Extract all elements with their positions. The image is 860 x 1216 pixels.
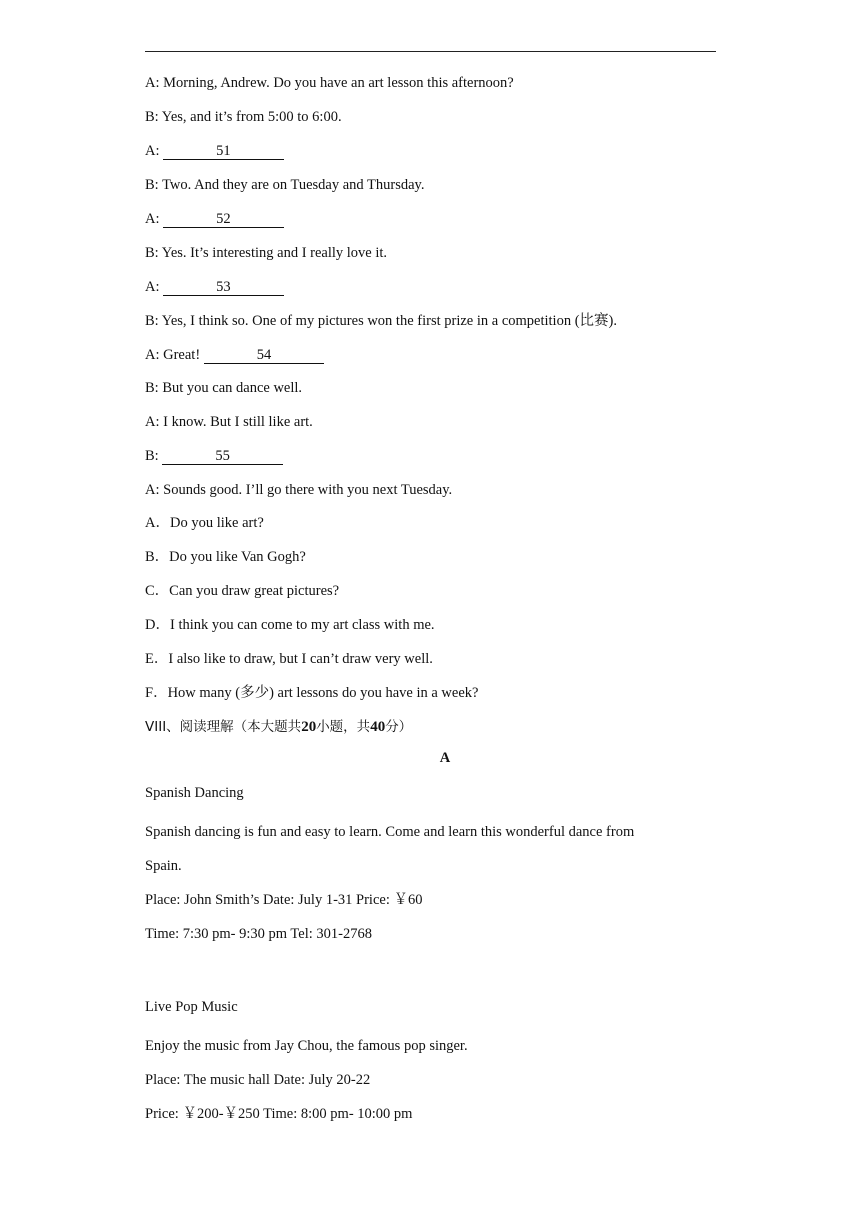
dialogue-line-2: B: Yes, and it’s from 5:00 to 6:00. — [145, 109, 342, 125]
dialogue-line-7: A: 53 — [145, 278, 284, 296]
option-f: F．How many (多少) art lessons do you have in a week? — [145, 685, 479, 701]
dialogue-line-10: B: But you can dance well. — [145, 380, 303, 396]
answer-blank-55[interactable]: 55 — [162, 449, 283, 465]
answer-blank-54[interactable]: 54 — [204, 348, 325, 364]
dialogue-line-3: A: 51 — [145, 142, 284, 160]
ad-line: Spain. — [145, 858, 182, 874]
dialogue-line-13: A: Sounds good. I’ll go there with you next Tuesday. — [145, 482, 453, 498]
ad-title-live-pop-music: Live Pop Music — [145, 999, 238, 1015]
dialogue-line-6: B: Yes. It’s interesting and I really love it. — [145, 245, 388, 261]
header-rule — [145, 51, 716, 52]
ad-title-spanish-dancing: Spanish Dancing — [145, 785, 244, 801]
dialogue-line-1: A: Morning, Andrew. Do you have an art lesson this afternoon? — [145, 75, 514, 91]
option-e: E．I also like to draw, but I can’t draw very well. — [145, 651, 433, 667]
dialogue-line-11: A: I know. But I still like art. — [145, 414, 313, 430]
dialogue-line-5: A: 52 — [145, 210, 284, 228]
dialogue-line-9: A: Great! 54 — [145, 346, 324, 364]
ad-line: Place: The music hall Date: July 20-22 — [145, 1072, 371, 1088]
ad-line: Price: ￥200-￥250 Time: 8:00 pm- 10:00 pm — [145, 1106, 413, 1122]
option-b: B．Do you like Van Gogh? — [145, 549, 306, 565]
dialogue-line-8: B: Yes, I think so. One of my pictures won the first prize in a competition (比赛). — [145, 313, 617, 329]
passage-label: A — [439, 750, 451, 766]
ad-line: Enjoy the music from Jay Chou, the famous pop singer. — [145, 1038, 468, 1054]
answer-blank-52[interactable]: 52 — [163, 212, 284, 228]
answer-blank-51[interactable]: 51 — [163, 144, 284, 160]
dialogue-line-12: B: 55 — [145, 447, 283, 465]
ad-line: Time: 7:30 pm- 9:30 pm Tel: 301-2768 — [145, 926, 372, 942]
option-c: C．Can you draw great pictures? — [145, 583, 340, 599]
ad-line: Spanish dancing is fun and easy to learn. Come and learn this wonderful dance from — [145, 824, 635, 840]
option-d: D．I think you can come to my art class with me. — [145, 617, 435, 633]
ad-line: Place: John Smith’s Date: July 1-31 Price: ￥60 — [145, 892, 423, 908]
dialogue-line-4: B: Two. And they are on Tuesday and Thursday. — [145, 177, 425, 193]
section-heading: VIII、阅读理解（本大题共20小题，共40分） — [145, 719, 413, 735]
answer-blank-53[interactable]: 53 — [163, 280, 284, 296]
option-a: A．Do you like art? — [145, 515, 264, 531]
